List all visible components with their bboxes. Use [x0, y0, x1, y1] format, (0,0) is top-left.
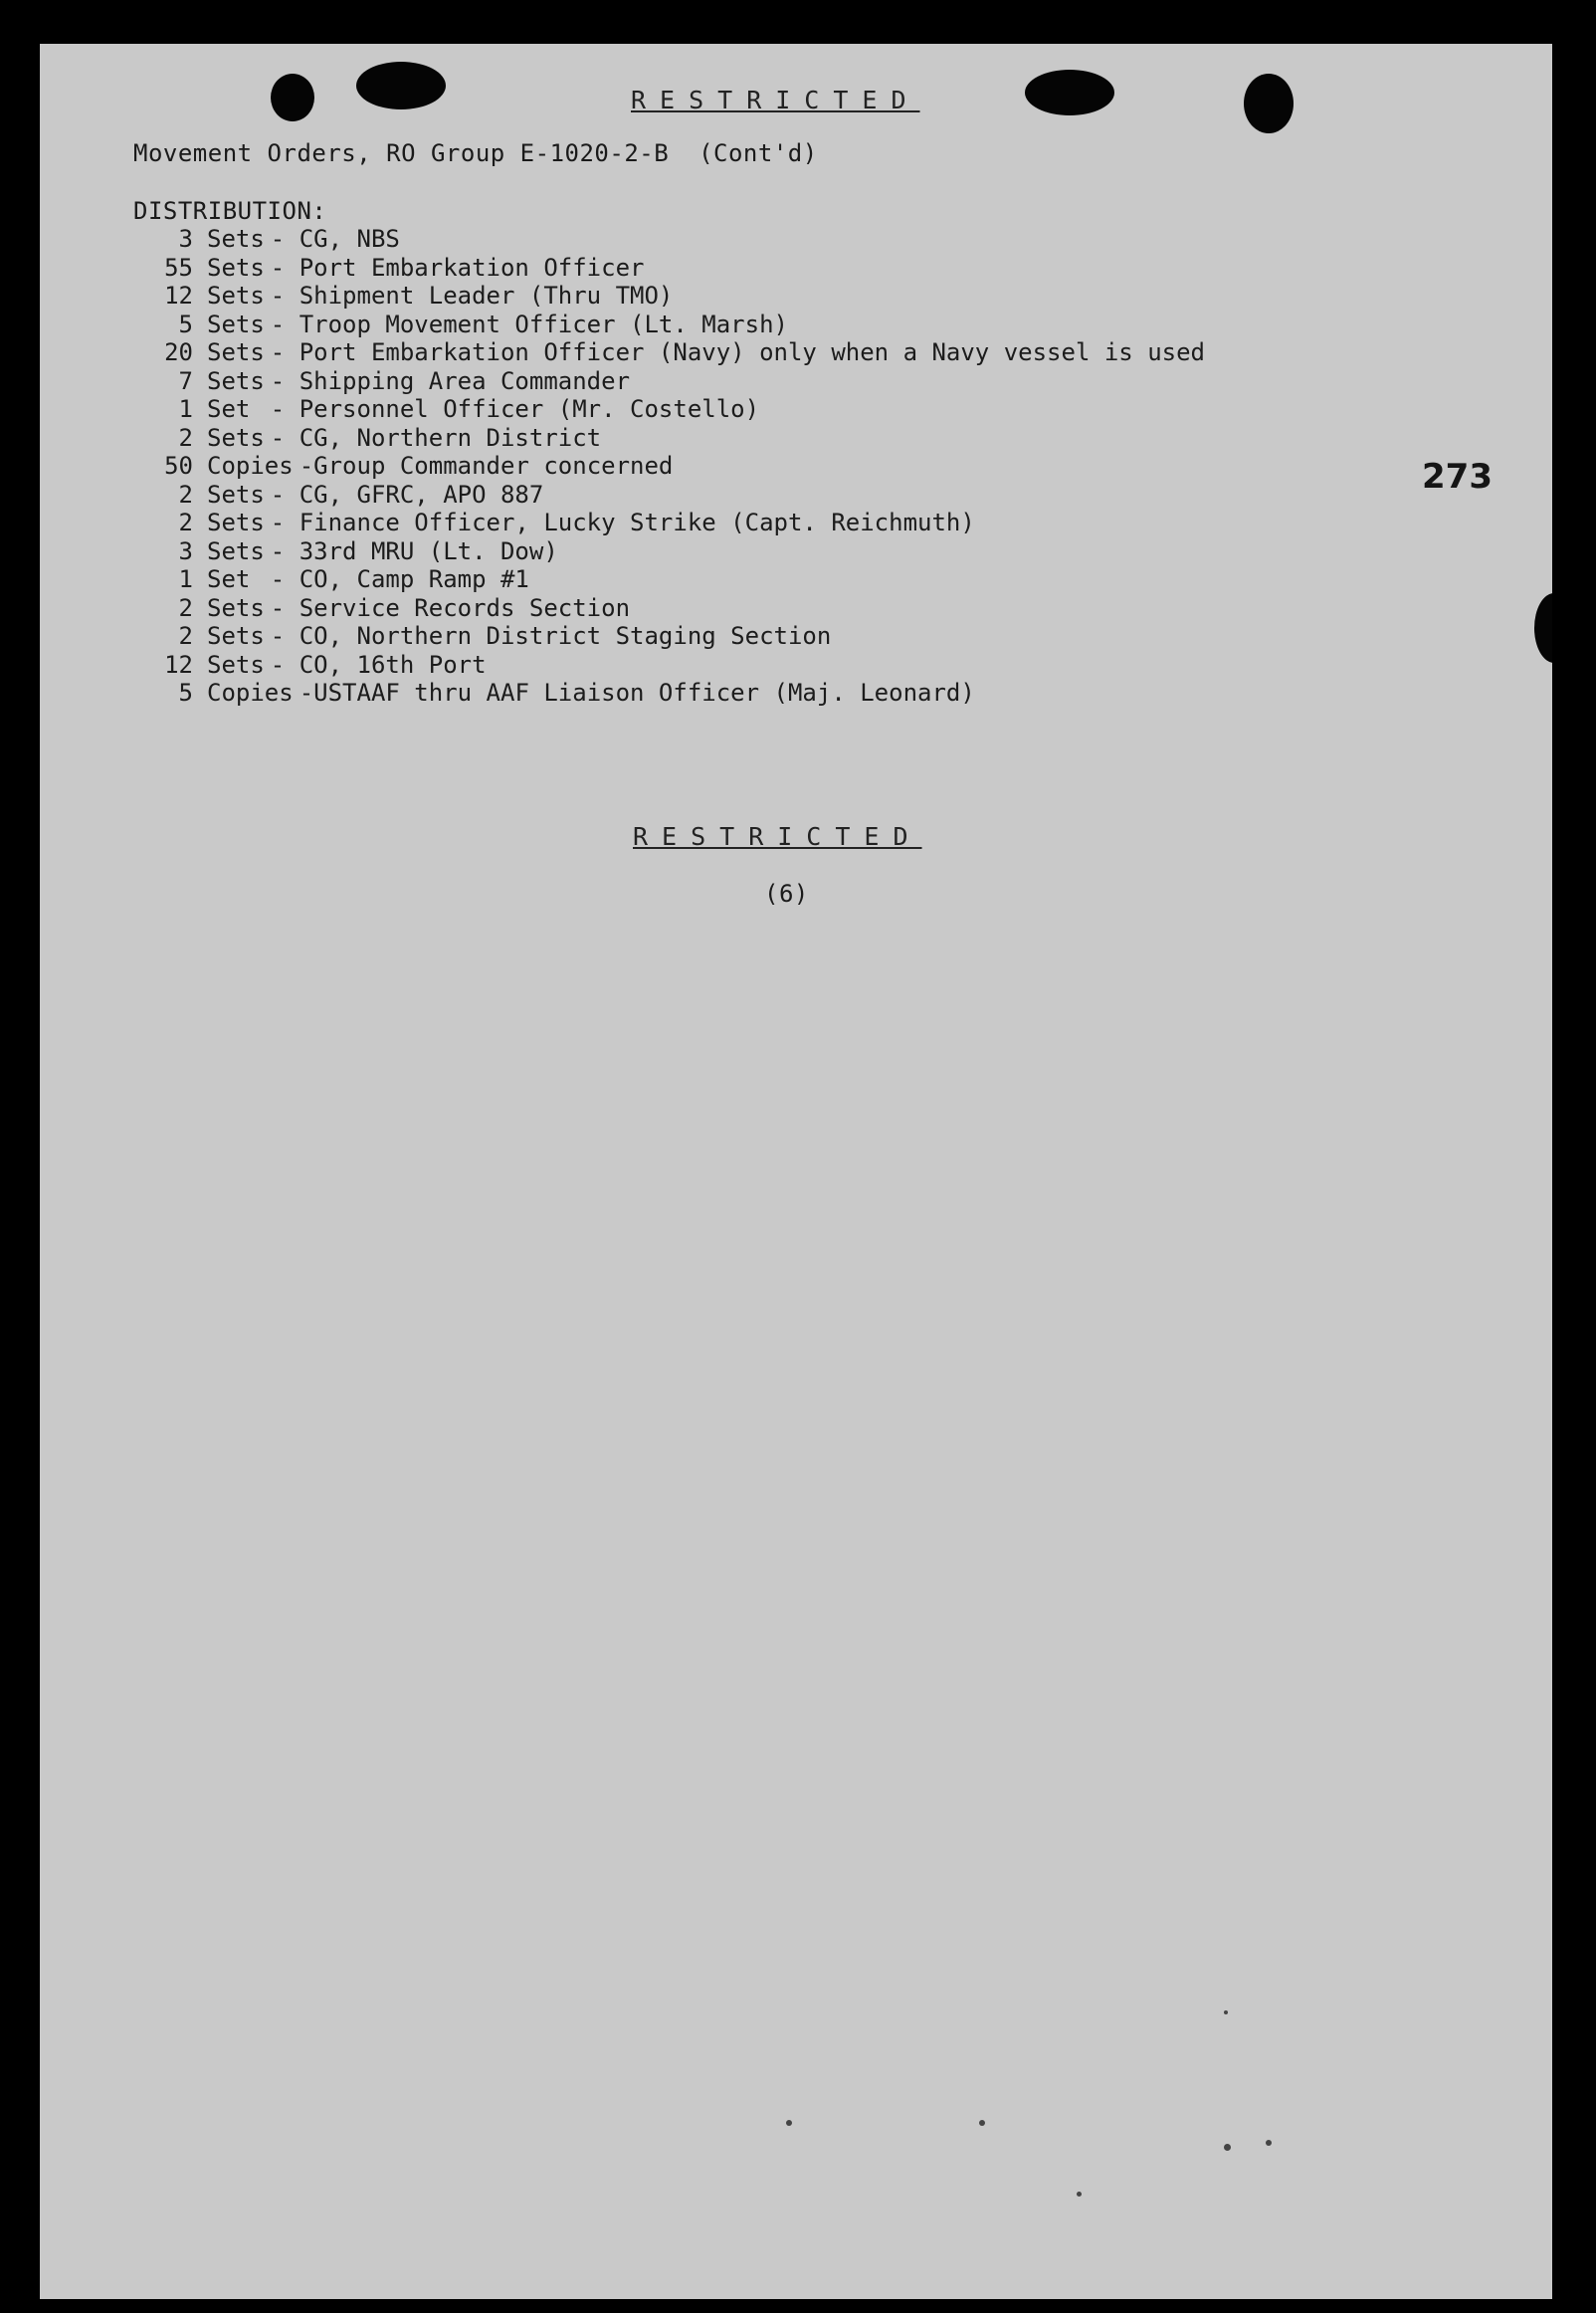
punch-hole [271, 74, 314, 121]
distribution-row: 50 Copies -Group Commander concerned [164, 452, 674, 480]
distribution-heading: DISTRIBUTION: [133, 197, 327, 225]
distribution-list [133, 225, 1427, 742]
distribution-row: 1 Set - Personnel Officer (Mr. Costello) [178, 395, 760, 423]
distribution-row: 7 Sets - Shipping Area Commander [178, 366, 631, 395]
distribution-row: 5 Copies -USTAAF thru AAF Liaison Officer (Maj. Leonard) [178, 679, 975, 707]
punch-hole [356, 62, 446, 109]
distribution-row: 2 Sets - Service Records Section [178, 593, 631, 622]
distribution-row: 3 Sets - 33rd MRU (Lt. Dow) [178, 536, 558, 565]
speck [979, 2120, 985, 2126]
distribution-row: 12 Sets - CO, 16th Port [164, 650, 487, 679]
distribution-row: 2 Sets - CG, Northern District [178, 423, 602, 452]
distribution-row: 2 Sets - Finance Officer, Lucky Strike (Capt. Reichmuth) [178, 509, 975, 536]
distribution-row: 5 Sets - Troop Movement Officer (Lt. Marsh) [178, 310, 788, 338]
punch-hole [1025, 70, 1114, 115]
distribution-row: 3 Sets - CG, NBS [178, 225, 400, 253]
speck [1077, 2192, 1082, 2197]
header-classification: RESTRICTED [631, 86, 920, 114]
distribution-row: 2 Sets - CO, Northern District Staging Section [178, 622, 832, 650]
punch-hole [1534, 593, 1552, 663]
speck [786, 2120, 792, 2126]
footer-classification: RESTRICTED [633, 822, 922, 851]
punch-hole [1244, 74, 1294, 133]
page-label: (6) [764, 880, 809, 908]
document-subject: Movement Orders, RO Group E-1020-2-B (Cont'd) [133, 139, 818, 167]
stamped-page-number: 273 [1422, 457, 1493, 497]
document-page [40, 44, 1552, 2299]
speck [1266, 2140, 1272, 2146]
distribution-row: 1 Set - CO, Camp Ramp #1 [178, 565, 529, 593]
distribution-row: 20 Sets - Port Embarkation Officer (Navy) only when a Navy vessel is used [164, 338, 1205, 366]
speck [1224, 2144, 1231, 2151]
distribution-row: 2 Sets - CG, GFRC, APO 887 [178, 480, 544, 509]
speck [1224, 2010, 1228, 2014]
distribution-row: 55 Sets - Port Embarkation Officer [164, 253, 645, 282]
distribution-row: 12 Sets - Shipment Leader (Thru TMO) [164, 282, 674, 310]
